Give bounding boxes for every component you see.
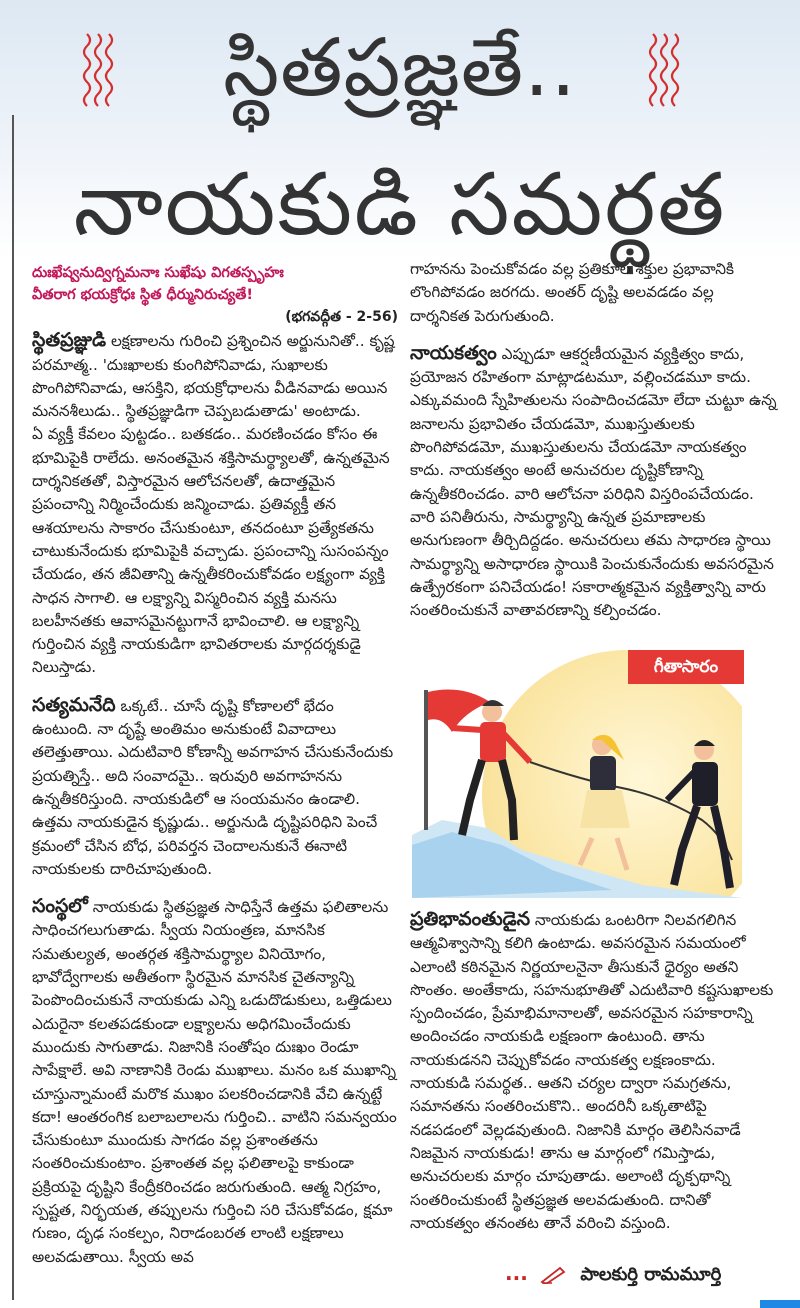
paragraph-3-text: నాయకుడు స్థితప్రజ్ఞత సాధిస్తేనే ఉత్తమ ఫలితాలను సాధించగలుగుతాడు. స్వీయ నియంత్రణ, మానసిక సమతుల్యత, అంతర్గత శక్తిసామర్థ్యాల వినియోగం, భావోద్వేగాలకు అతీతంగా స్థిరమైన మానసిక చైతన్యాన్ని పెంపొందించుకునే నాయకుడు ఎన్ని ఒడుదొడుకులు, ఒత్తిడులు ఎదురైనా కలతపడకుండా లక్ష్యాలను అధిగమించేందుకు ముందుకు సాగుతాడు. నిజానికి సంతోషం దుఃఖం రెండూ సాపేక్షాలే. అవి నాణానికి రెండు ముఖాలు. మనం ఒక ముఖాన్ని చూస్తున్నామంటే మరొక ముఖం పలకరించడానికి వేచి ఉన్నట్టే కదా! ఆంతరంగిక బలాబలాలను గుర్తించి.. వాటిని సమన్వయం చేసుకుంటూ ముందుకు సాగడం వల్ల ప్రశాంతతను సంతరించుకుంటాం. ప్రశాంతత వల్ల ఫలితాలపై కాకుండా ప్రక్రియపై దృష్టిని కేంద్రీకరించడం జరుగుతుంది. ఆత్మ నిగ్రహం, స్పష్టత, నిర్భయత, తప్పులను గుర్తించి సరి చేసుకోవడం, క్షమా గుణం, దృఢ సంకల్పం, నిరాడంబరత లాంటి లక్షణాలు అలవడుతాయి. స్వీయ అవ [32, 898, 397, 1266]
paragraph-2-lead: సత్యమనేది [32, 693, 116, 716]
shloka-line-1: దుఃఖేష్వనుద్విగ్నమనాః సుఖేషు విగతస్పృహః [32, 265, 284, 281]
byline-dots: ... [505, 1261, 528, 1285]
author-name: పాలకుర్తి రామమూర్తి [580, 1264, 722, 1285]
leadership-illustration [412, 650, 742, 898]
paragraph-5-lead: ప్రతిభావంతుడైన [410, 908, 531, 930]
paragraph-2-text: ఒక్కటే.. చూసే దృష్టి కోణాలలో భేదం ఉంటుంది. నా దృష్టే అంతిమం అనుకుంటే వివాదాలు తలెత్తుతాయి. ఎదుటివారి కోణాన్నీ అవగాహన చేసుకునేందుకు ప్రయత్నిస్తే.. అది సంవాదమై.. ఇరువురి అవగాహనను ఉన్నతీకరిస్తుంది. నాయకుడిలో ఆ సంయమనం ఉండాలి. ఉత్తమ నాయకుడైన కృష్ణుడు.. అర్జునుడి దృష్టిపరిధిని పెంచే క్రమంలో చేసిన బోధ, పరివర్తన చెందాలనుకునే ఈనాటి నాయకులకు దారిచూపుతుంది. [32, 696, 394, 878]
paragraph-5 [410, 908, 778, 1235]
paragraph-1-lead: స్థితప్రజ్ఞుడి [32, 329, 107, 352]
article-column-right-bottom [410, 908, 778, 1235]
paragraph-3-lead: సంస్థలో [32, 895, 88, 918]
gitasaram-badge: గీతాసారం [628, 650, 744, 684]
paragraph-1 [32, 329, 398, 423]
climbing-figures-icon [412, 650, 742, 898]
paragraph-4 [410, 342, 778, 623]
paragraph-2 [32, 694, 398, 881]
article-column-right-top [410, 258, 778, 622]
paragraph-3 [32, 895, 398, 1269]
paragraph-4-lead: నాయకత్వం [410, 341, 497, 364]
left-border-rule [12, 115, 14, 1300]
shloka-source: (భగవద్గీత - 2-56) [285, 309, 398, 325]
author-byline [505, 1258, 765, 1288]
shloka-line-2: వీతరాగ భయక్రోధః స్థిత ధీర్మునిరుచ్యతే! [32, 287, 253, 303]
paragraph-1-text: లక్షణాలను గురించి ప్రశ్నించిన అర్జునునితో.. కృష్ణ పరమాత్మ.. 'దుఃఖాలకు కుంగిపోనివాడు, సుఖాలకు పొంగిపోనివాడు, ఆసక్తిని, భయక్రోధాలను వీడినవాడు అయిన మననశీలుడు.. స్థితప్రజ్ఞుడిగా చెప్పబడుతాడు' అంటాడు. [32, 332, 395, 421]
paragraph-3-continued: గాహనను పెంచుకోవడం వల్ల ప్రతికూల శక్తుల ప్రభావానికి లొంగిపోవడం జరగదు. అంతర్ దృష్టి అలవడడం వల్ల దార్శనికత పెరుగుతుంది. [410, 260, 734, 325]
paragraph-4-text: ఎప్పుడూ ఆకర్షణీయమైన వ్యక్తిత్వం కాదు, ప్రయోజన రహితంగా మాట్లాడటమూ, వల్లించడమూ కాదు. ఎక్కువమంది స్నేహితులను సంపాదించడమో లేదా చుట్టూ ఉన్న జనాలను ప్రభావితం చేయడమో, ముఖస్తుతులకు పొంగిపోవడమో, ముఖస్తుతులను చేయడమో నాయకత్వం కాదు. నాయకత్వం అంటే అనుచరుల దృష్టికోణాన్ని ఉన్నతీకరించడం. వారి ఆలోచనా పరిధిని విస్తరింపచేయడం. వారి పనితీరును, సామర్థ్యాన్ని ఉన్నత ప్రమాణాలకు అనుగుణంగా తీర్చిదిద్దడం. అనుచరులు తమ సాధారణ స్థాయి సామర్థ్యాన్ని అసాధారణ స్థాయికి పెంచుకునేందుకు అవసరమైన ఉత్ప్రేరకంగా పనిచేయడం! సకారాత్మకమైన వ్యక్తిత్వాన్ని వారు సంతరించుకునే వాతావరణాన్ని కల్పించడం. [410, 344, 777, 620]
paragraph-1b: ఏ వ్యక్తీ కేవలం పుట్టడం.. బతకడం.. మరణించడం కోసం ఈ భూమిపైకి రాలేదు. అనంతమైన శక్తిసామర్థ్యాలతో, ఉన్నతమైన దార్శనికతతో, విస్తారమైన ఆలోచనలతో, ఉదాత్తమైన ప్రపంచాన్ని నిర్మించేందుకు జన్మించాడు. ప్రతివ్యక్తీ తన ఆశయాలను సాకారం చేసుకుంటూ, తనదంటూ ప్రత్యేకతను చాటుకునేందుకు భూమిపైకి వచ్చాడు. ప్రపంచాన్ని సుసంపన్నం చేయడం, తన జీవితాన్ని ఉన్నతీకరించుకోవడం లక్ష్యంగా వ్యక్తి సాధన సాగాలి. ఆ లక్ష్యాన్ని విస్మరించిన వ్యక్తి మనసు బలహీనతకు ఆవాసమైనట్టుగానే భావించాలి. ఆ లక్ష్యాన్ని గుర్తించిన వ్యక్తి నాయకుడిగా భావితరాలకు మార్గదర్శకుడై నిలుస్తాడు. [32, 425, 390, 677]
headline-line-1: స్థితప్రజ్ఞతే.. [223, 21, 577, 114]
corner-accent [760, 1300, 800, 1308]
pen-icon [540, 1266, 566, 1284]
article-column-left [32, 262, 398, 1269]
paragraph-5-text: నాయకుడు ఒంటరిగా నిలవగలిగిన ఆత్మవిశ్వాసాన్ని కలిగి ఉంటాడు. అవసరమైన సమయంలో ఎలాంటి కఠినమైన నిర్ణయాలనైనా తీసుకునే ధైర్యం అతని సొంతం. అంతేకాదు, సహనుభూతితో ఎదుటివారి కష్టసుఖాలకు స్పందించడం, ప్రేమాభిమానాలతో, అవసరమైన సహకారాన్ని అందించడం నాయకుడి లక్షణంగా ఉంటుంది. తాను నాయకుడనని చెప్పుకోవడం నాయకత్వ లక్షణంకాదు. నాయకుడి సమర్థత.. ఆతని చర్యల ద్వారా సమగ్రతను, సమానతను సంతరించుకొని.. అందరినీ ఒక్కతాటిపై నడపడంలో వెల్లడవుతుంది. నిజానికి మార్గం తెలిసినవాడే నిజమైన నాయకుడు! తాను ఆ మార్గంలో గమిస్తాడు, అనుచరులకు మార్గం చూపుతాడు. అలాంటి దృక్పథాన్ని సంతరించుకుంటే స్థితప్రజ్ఞత అలవడుతుంది. దానితో నాయకత్వం తనంతట తానే వరించి వస్తుంది. [410, 911, 774, 1232]
headline-line-2: నాయకుడి సమర్థత [73, 155, 727, 255]
